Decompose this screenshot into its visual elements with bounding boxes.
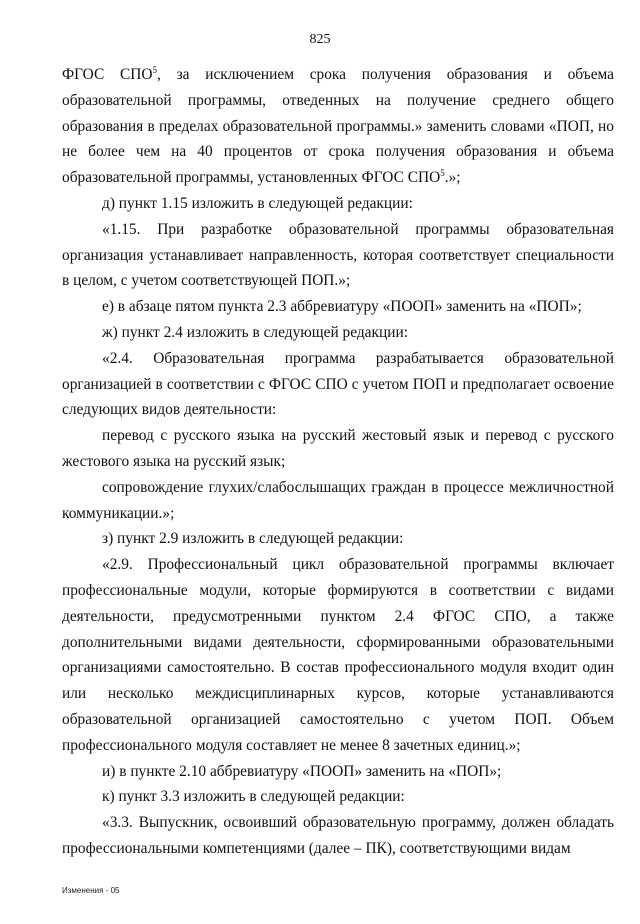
paragraph-item-z: з) пункт 2.9 изложить в следующей редакции: (102, 530, 404, 548)
paragraph-quote-3-3: «3.3. Выпускник, освоивший образовательную программу, должен обладать профессиональными компетенциями (далее – ПК), соответствующими видам (62, 814, 614, 857)
footer-note: Изменения - 05 (62, 886, 120, 895)
document-body (62, 62, 614, 862)
paragraph-quote-2-4: «2.4. Образовательная программа разрабатывается образовательной организацией в соответствии с ФГОС СПО с учетом ПОП и предполагает освоение следующих видов деятельности: (62, 349, 614, 419)
page-number: 825 (309, 32, 331, 47)
paragraph-item-k: к) пункт 3.3 изложить в следующей редакции: (102, 788, 405, 806)
paragraph-item-i: и) в пункте 2.10 аббревиатуру «ПООП» заменить на «ПОП»; (102, 762, 502, 780)
paragraph-item-e: е) в абзаце пятом пункта 2.3 аббревиатуру «ПООП» заменить на «ПОП»; (102, 298, 582, 316)
paragraph-quote-2-9: «2.9. Профессиональный цикл образовательной программы включает профессиональные модули, которые формируются в соответствии с видами деятельности, предусмотренными пунктом 2.4 ФГОС СПО, а также дополнительными видами деятельности, сформированными образовательными организациями самостоятельно. В состав профессионального модуля входит один или несколько междисциплинарных курсов, которые устанавливаются образовательной организацией самостоятельно с учетом ПОП. Объем профессионального модуля составляет не менее 8 зачетных единиц.»; (62, 556, 614, 754)
paragraph-item-d: д) пункт 1.15 изложить в следующей редакции: (102, 194, 413, 212)
paragraph-quote-1-15: «1.15. При разработке образовательной программы образовательная организация устанавливает направленность, которая соответствует специальности в целом, с учетом соответствующей ПОП.»; (62, 220, 614, 290)
paragraph-item-zh: ж) пункт 2.4 изложить в следующей редакции: (102, 323, 408, 341)
paragraph-activity-support: сопровождение глухих/слабослышащих граждан в процессе межличностной коммуникации.»; (62, 478, 614, 522)
paragraph-activity-translation: перевод с русского языка на русский жестовый язык и перевод с русского жестового языка на русский язык; (62, 427, 614, 470)
paragraph-continuation: ФГОС СПО$^5$, за исключением срока получения образования и объема образовательной программы, отведенных на получение среднего общего образования в пределах образовательной программы.» заменить словами «ПОП, но не более чем на 40 процентов от срока получения образования и объема образовательной программы, установленных ФГОС СПО$^5$.»; (62, 64, 614, 187)
